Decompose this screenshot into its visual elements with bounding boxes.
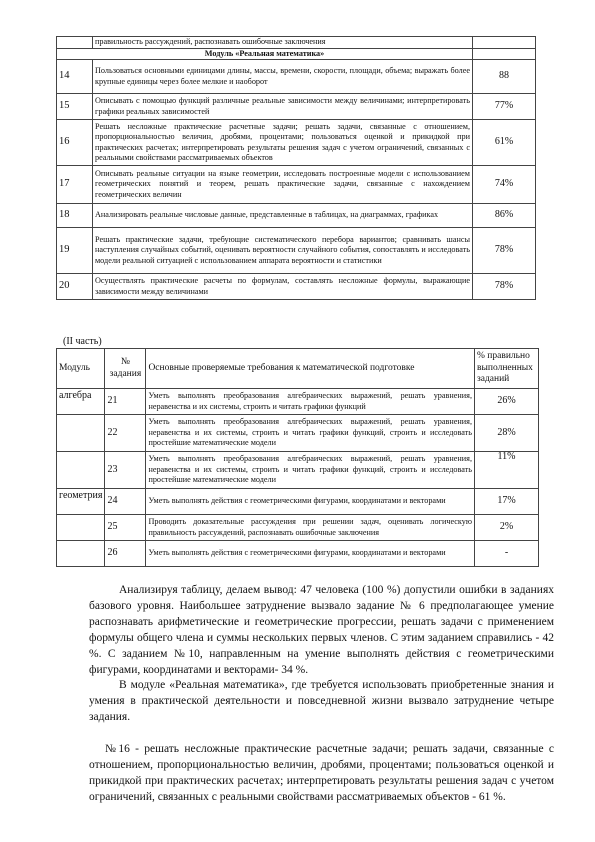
percent-cell: 2%: [475, 515, 539, 541]
table-row: [57, 60, 536, 94]
task-number: 23: [105, 452, 146, 489]
task-number: 20: [57, 274, 93, 300]
table-row: [57, 37, 536, 49]
task-number: 15: [57, 94, 93, 120]
module-cell: [57, 452, 105, 489]
requirement-cell: правильность рассуждений, распознавать ошибочные заключения: [93, 37, 473, 49]
table-row: [57, 452, 539, 489]
table-row: [57, 541, 539, 567]
part-two-label: (II часть): [63, 336, 102, 347]
percent-cell: 26%: [475, 389, 539, 415]
task-number: 17: [57, 166, 93, 204]
module-cell: [57, 415, 105, 452]
header-requirements: Основные проверяемые требования к математической подготовке: [146, 349, 475, 389]
requirement-cell: Описывать реальные ситуации на языке геометрии, исследовать построенные модели с использованием геометрических понятий и теорем, решать практические задачи, связанные с нахождением геометрических величин: [93, 166, 473, 204]
table-row: [57, 515, 539, 541]
requirement-cell: Решать практические задачи, требующие систематического перебора вариантов; сравнивать шансы наступления случайных событий, оценивать вероятности случайного события, сопоставлять и исследовать модели реальной ситуацией с использованием аппарата вероятности и статистики: [93, 228, 473, 274]
task-number: 18: [57, 204, 93, 228]
requirement-cell: Уметь выполнять преобразования алгебраических выражений, решать уравнения, неравенства и их системы, строить и читать графики функций, строить и исследовать простейшие математические модели: [146, 452, 475, 489]
header-percent: % правильно выполненных заданий: [475, 349, 539, 389]
header-row: [57, 349, 539, 389]
task-number: 26: [105, 541, 146, 567]
table-row: [57, 489, 539, 515]
task-number: 25: [105, 515, 146, 541]
table-row: [57, 94, 536, 120]
module-cell: геометрия: [57, 489, 105, 515]
percent-cell: [473, 48, 536, 60]
module-cell: [57, 515, 105, 541]
requirement-cell: Осуществлять практические расчеты по формулам, составлять несложные формулы, выражающие зависимости между величинами: [93, 274, 473, 300]
real-math-table: [56, 36, 536, 300]
header-task-number: № задания: [105, 349, 146, 389]
percent-cell: 88: [473, 60, 536, 94]
requirement-cell: Уметь выполнять преобразования алгебраических выражений, решать уравнения, неравенства и их системы, строить и читать графики функций, строить и исследовать простейшие математические модели: [146, 415, 475, 452]
task-number: 14: [57, 60, 93, 94]
percent-cell: 17%: [475, 489, 539, 515]
task-number: 19: [57, 228, 93, 274]
part-two-table: [56, 348, 539, 567]
task-number: 21: [105, 389, 146, 415]
table-row: [57, 120, 536, 166]
percent-cell: [473, 37, 536, 49]
requirement-cell: Решать несложные практические расчетные задачи; решать задачи, связанные с отношением, пропорциональностью величин, дробями, процентами; пользоваться оценкой и прикидкой при практических расчетах; интерпретировать результаты решения задач с учетом ограничений, связанных с реальными свойствами рассматриваемых объектов: [93, 120, 473, 166]
requirement-cell: Уметь выполнять действия с геометрическими фигурами, координатами и векторами: [146, 489, 475, 515]
percent-cell: 11%: [475, 452, 539, 489]
requirement-cell: Уметь выполнять преобразования алгебраических выражений, решать уравнения, неравенства и их системы, строить и читать графики функций: [146, 389, 475, 415]
table-row: [57, 228, 536, 274]
module-cell: [57, 541, 105, 567]
task-number: 16: [57, 120, 93, 166]
task16-paragraph: №16 - решать несложные практические расчетные задачи; решать задачи, связанные с отношением, пропорциональностью величин, дробями, процентами; пользоваться оценкой и прикидкой при практических расчетах; интерпретировать результаты решения задач с учетом ограничений, связанных с реальными свойствами рассматриваемых объектов - 61 %.: [89, 743, 554, 803]
module-title: Модуль «Реальная математика»: [57, 48, 473, 60]
analysis-paragraph: Анализируя таблицу, делаем вывод: 47 человека (100 %) допустили ошибки в заданиях базового уровня. Наибольшее затруднение вызвало задание № 6 предполагающее умение распознавать арифметические и геометрические прогрессии, решать задачи с применением формулы общего члена и суммы нескольких первых членов. С этим заданием справились - 42 %. С заданием №10, направленным на умение выполнять действия с геометрическими фигурами, координатами и векторами- 34 %.: [89, 584, 554, 676]
percent-cell: 74%: [473, 166, 536, 204]
percent-cell: 61%: [473, 120, 536, 166]
percent-cell: 86%: [473, 204, 536, 228]
header-module: Модуль: [57, 349, 105, 389]
module-cell: алгебра: [57, 389, 105, 415]
percent-cell: 78%: [473, 274, 536, 300]
real-math-paragraph: В модуле «Реальная математика», где требуется использовать приобретенные знания и умения в практической деятельности и повседневной жизни вызвало затруднение четыре задания.: [89, 679, 554, 723]
task-number: 22: [105, 415, 146, 452]
table-row: [57, 166, 536, 204]
percent-cell: 28%: [475, 415, 539, 452]
requirement-cell: Пользоваться основными единицами длины, массы, времени, скорости, площади, объема; выражать более крупные единицы через более мелкие и наоборот: [93, 60, 473, 94]
table-row: [57, 389, 539, 415]
requirement-cell: Проводить доказательные рассуждения при решении задач, оценивать логическую правильность рассуждений, распознавать ошибочные заключения: [146, 515, 475, 541]
percent-cell: 77%: [473, 94, 536, 120]
table-row: [57, 274, 536, 300]
num-cell: [57, 37, 93, 49]
task-number: 24: [105, 489, 146, 515]
requirement-cell: Описывать с помощью функций различные реальные зависимости между величинами; интерпретировать графики реальных зависимостей: [93, 94, 473, 120]
requirement-cell: Уметь выполнять действия с геометрическими фигурами, координатами и векторами: [146, 541, 475, 567]
percent-cell: -: [475, 541, 539, 567]
table-row: [57, 204, 536, 228]
requirement-cell: Анализировать реальные числовые данные, представленные в таблицах, на диаграммах, графиках: [93, 204, 473, 228]
percent-cell: 78%: [473, 228, 536, 274]
table-row: [57, 415, 539, 452]
module-row: [57, 48, 536, 60]
